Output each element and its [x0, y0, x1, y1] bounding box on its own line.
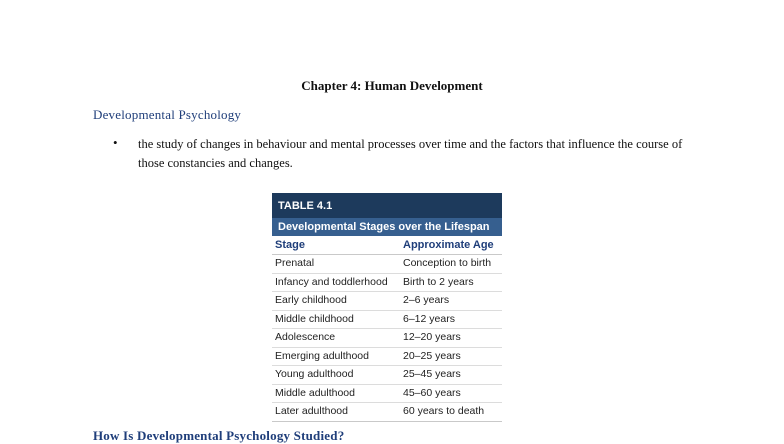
cell-stage: Emerging adulthood: [275, 349, 369, 362]
cell-age: 45–60 years: [403, 386, 461, 399]
header-age: Approximate Age: [403, 239, 494, 251]
table-row: [272, 348, 502, 367]
cell-stage: Middle childhood: [275, 312, 354, 325]
cell-stage: Later adulthood: [275, 405, 348, 417]
table-row: [272, 403, 502, 422]
bullet-text: the study of changes in behaviour and mental processes over time and the factors that influence the course of those constancies and changes.: [138, 137, 683, 170]
table-label: TABLE 4.1: [272, 193, 502, 218]
table-row: [272, 292, 502, 311]
cell-age: 6–12 years: [403, 312, 455, 325]
cell-stage: Infancy and toddlerhood: [275, 275, 388, 288]
cell-age: 2–6 years: [403, 294, 450, 306]
cell-stage: Middle adulthood: [275, 386, 355, 399]
cell-stage: Early childhood: [275, 294, 347, 306]
cell-stage: Adolescence: [275, 331, 336, 343]
cell-stage: Prenatal: [275, 257, 315, 269]
section-heading-developmental-psychology: Developmental Psychology: [93, 107, 242, 122]
table-header: [272, 236, 502, 255]
section-heading-how-studied: How Is Developmental Psychology Studied?: [93, 428, 345, 443]
table-row: [272, 366, 502, 385]
cell-age: 12–20 years: [403, 331, 461, 343]
table-row: [272, 311, 502, 330]
table-caption: Developmental Stages over the Lifespan: [272, 218, 502, 236]
table-body: [272, 255, 502, 422]
table-row: [272, 255, 502, 274]
table-row: [272, 274, 502, 293]
cell-age: Conception to birth: [403, 257, 492, 269]
table-row: [272, 329, 502, 348]
header-stage: Stage: [275, 239, 305, 251]
bullet-dot: •: [113, 135, 118, 150]
cell-age: 20–25 years: [403, 349, 461, 362]
table-figure: [272, 193, 502, 422]
table-row: [272, 385, 502, 404]
cell-stage: Young adulthood: [275, 368, 354, 380]
cell-age: Birth to 2 years: [403, 275, 474, 288]
cell-age: 60 years to death: [403, 405, 485, 417]
chapter-title: Chapter 4: Human Development: [301, 78, 483, 93]
cell-age: 25–45 years: [403, 368, 461, 380]
